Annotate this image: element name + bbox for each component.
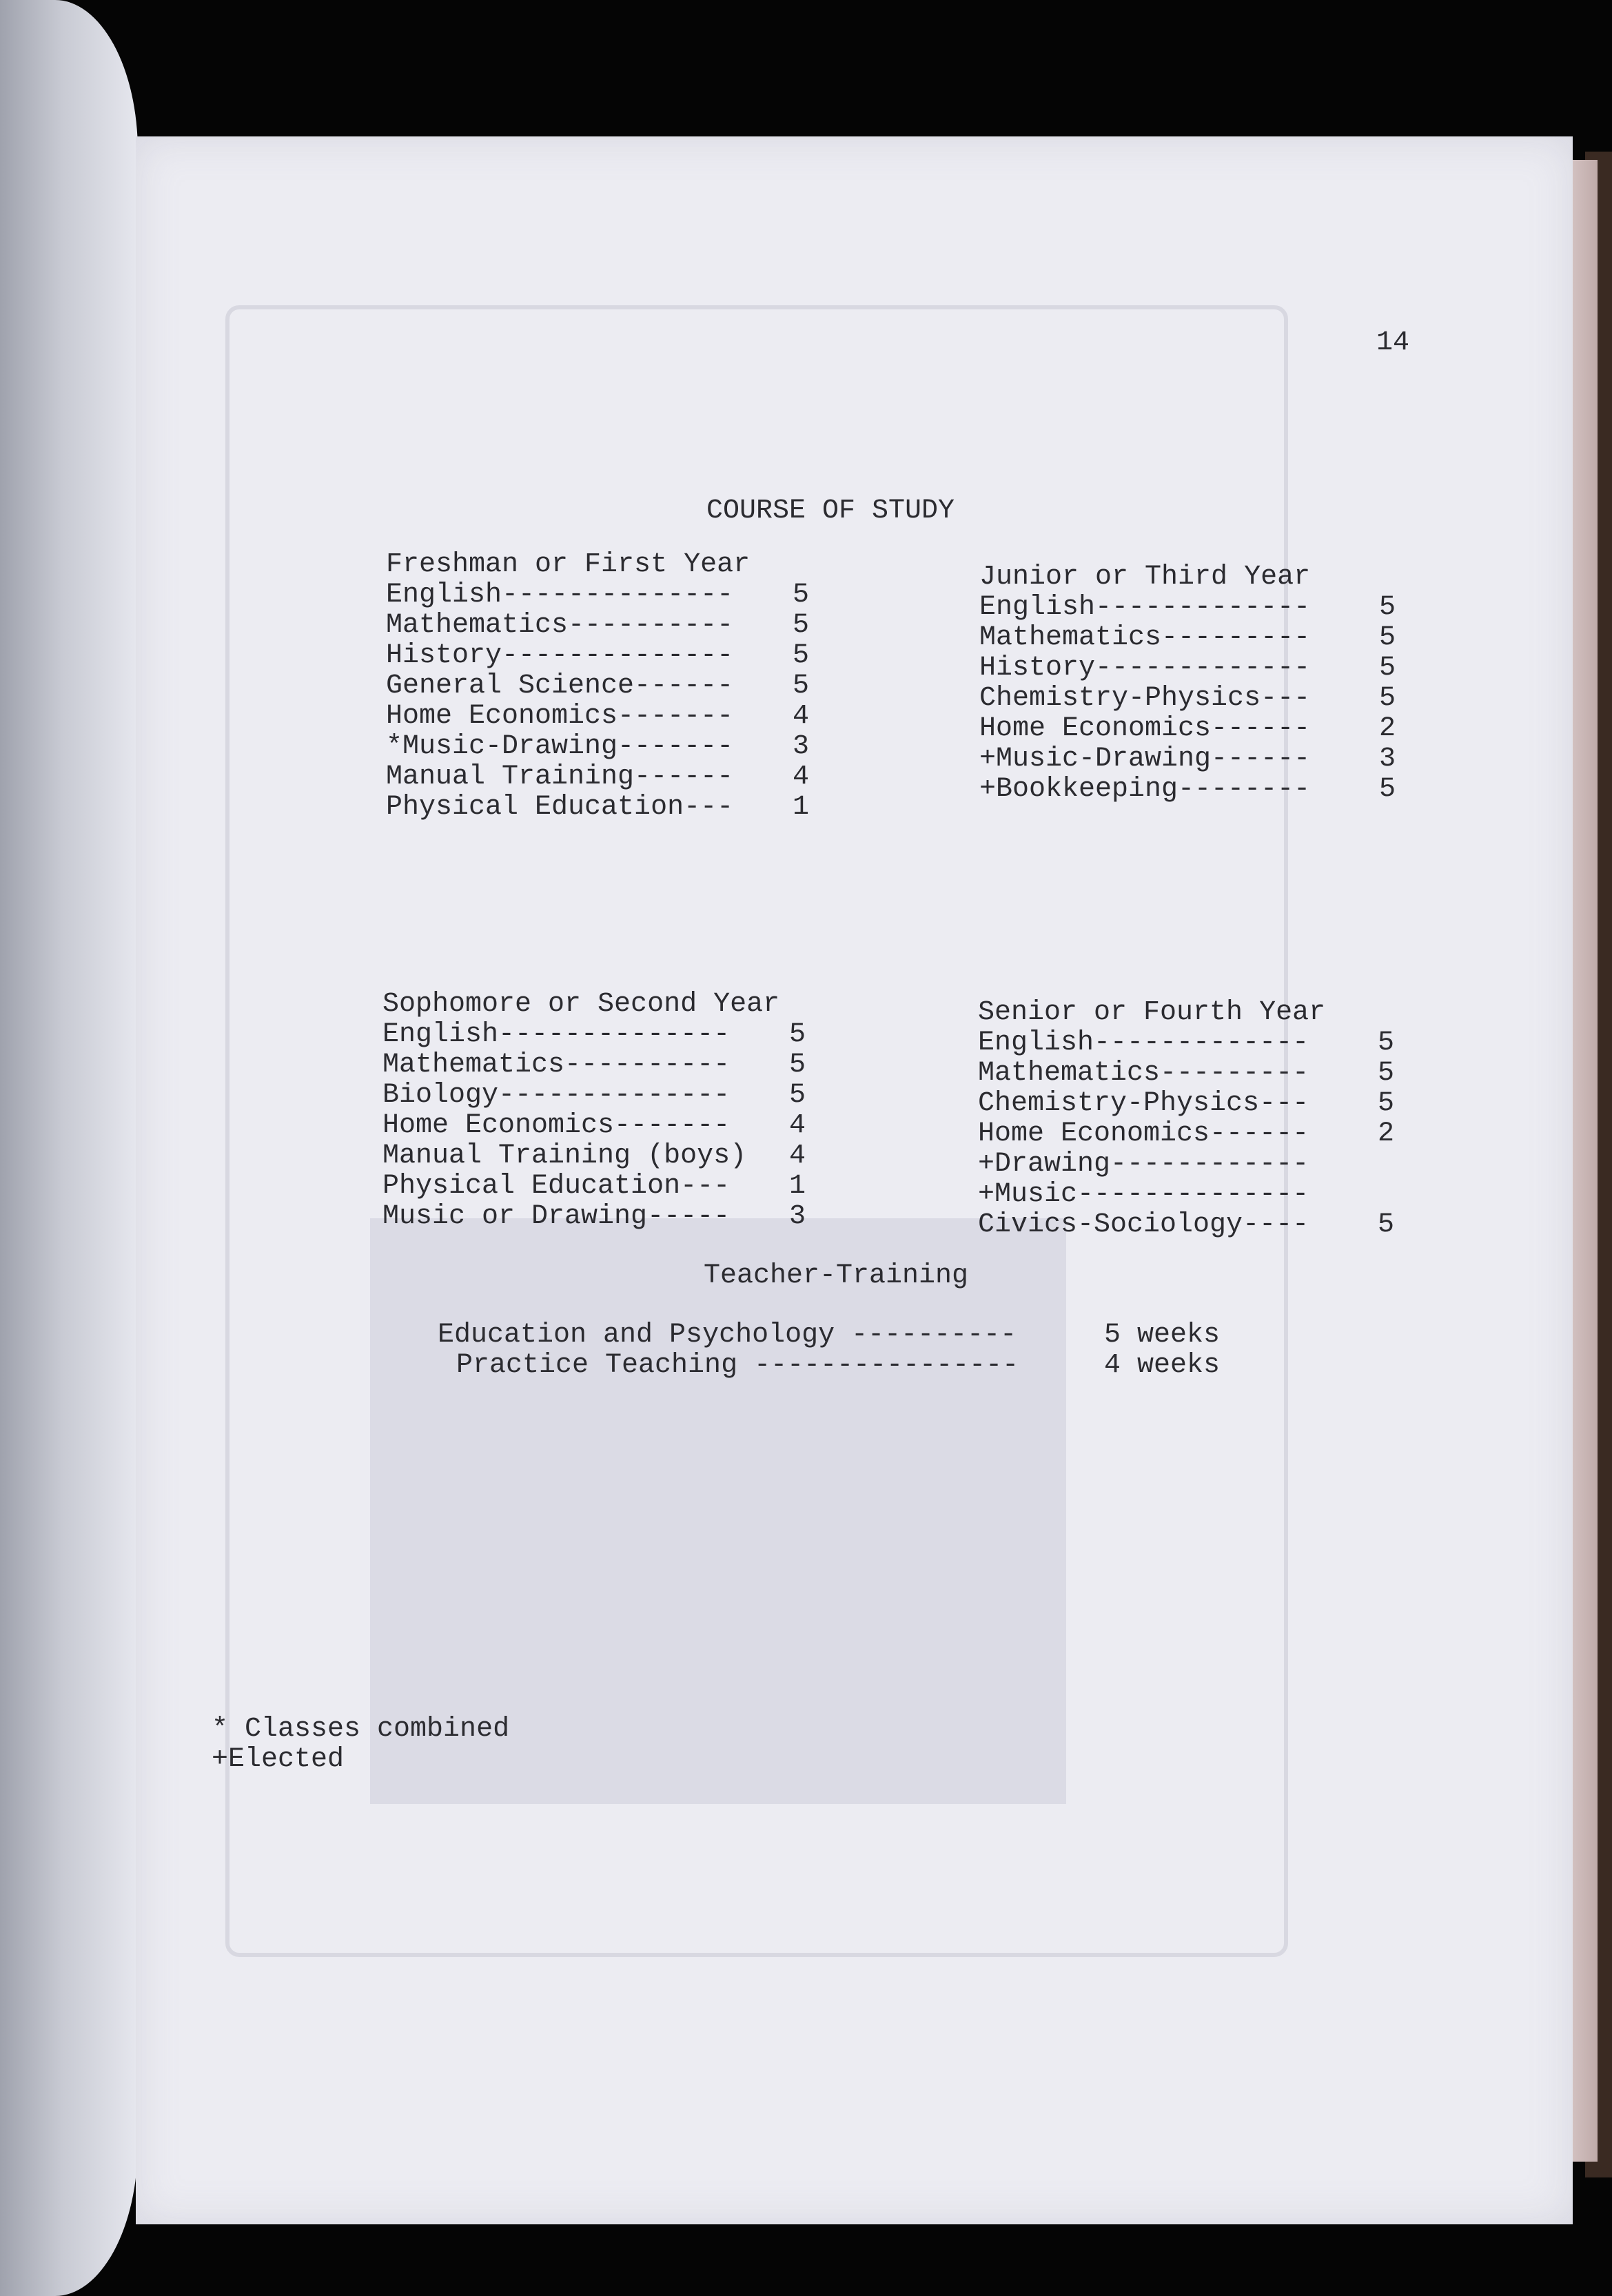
subject-name: English--------------	[382, 1019, 731, 1050]
subject-name: Home Economics-------	[386, 701, 734, 732]
subject-row	[978, 1119, 1394, 1149]
subject-name: Physical Education---	[382, 1171, 731, 1202]
subject-name: Mathematics---------	[979, 622, 1311, 653]
subject-row	[386, 641, 809, 671]
subject-value: 3	[1379, 744, 1396, 775]
subject-value: 5	[1379, 653, 1396, 684]
subject-row	[382, 1050, 806, 1080]
subject-name: General Science------	[386, 670, 734, 701]
subject-row	[979, 775, 1396, 805]
subject-value: 5	[1379, 683, 1396, 714]
subject-row	[386, 580, 809, 611]
subject-row	[382, 1020, 806, 1050]
training-duration: 5 weeks	[1104, 1320, 1221, 1351]
teacher-training-heading: Teacher-Training	[704, 1260, 969, 1291]
subject-row	[386, 732, 809, 762]
subject-value: 5	[793, 640, 810, 671]
subject-value: 5	[1378, 1088, 1395, 1119]
subject-name: +Music--------------	[978, 1179, 1309, 1210]
subject-value: 4	[789, 1140, 806, 1171]
year-heading: Senior or Fourth Year	[978, 997, 1326, 1028]
subject-row	[386, 671, 809, 701]
subject-row	[978, 1028, 1394, 1058]
subject-value: 5	[1378, 1027, 1395, 1058]
training-duration: 4 weeks	[1104, 1350, 1221, 1381]
subject-value: 4	[789, 1110, 806, 1141]
subject-name: Chemistry-Physics---	[979, 683, 1311, 714]
subject-name: English-------------	[979, 592, 1311, 623]
teacher-training-list	[438, 1320, 1220, 1381]
subject-name: History-------------	[979, 653, 1311, 684]
page-number: 14	[1376, 327, 1410, 358]
subject-value: 1	[793, 792, 810, 823]
subject-value: 4	[793, 701, 810, 732]
subject-value: 5	[1379, 774, 1396, 805]
year-freshman	[386, 550, 809, 823]
subject-name: Mathematics----------	[382, 1049, 731, 1080]
subject-value: 3	[789, 1201, 806, 1232]
document-page	[136, 136, 1573, 2224]
subject-row	[978, 1210, 1394, 1240]
subject-row	[978, 1058, 1394, 1089]
subject-name: Manual Training (boys)	[382, 1140, 747, 1171]
subject-list	[979, 593, 1396, 805]
subject-value: 5	[789, 1019, 806, 1050]
subject-row	[382, 1141, 806, 1171]
subject-name: Chemistry-Physics---	[978, 1088, 1309, 1119]
subject-row	[386, 792, 809, 823]
subject-name: English-------------	[978, 1027, 1309, 1058]
subject-name: Home Economics------	[978, 1118, 1309, 1149]
subject-row	[978, 1149, 1394, 1180]
subject-name: English--------------	[386, 580, 734, 611]
year-junior	[979, 562, 1396, 805]
subject-name: Physical Education---	[386, 792, 734, 823]
subject-name: *Music-Drawing-------	[386, 731, 734, 762]
subject-name: Music or Drawing-----	[382, 1201, 731, 1232]
training-row	[438, 1320, 1220, 1351]
subject-name: Home Economics-------	[382, 1110, 731, 1141]
subject-value: 5	[1379, 592, 1396, 623]
subject-name: History--------------	[386, 640, 734, 671]
subject-value: 5	[1378, 1058, 1395, 1089]
subject-list	[382, 1020, 806, 1232]
subject-value: 5	[789, 1080, 806, 1111]
subject-row	[978, 1089, 1394, 1119]
footnote-elected: +Elected	[212, 1744, 345, 1775]
subject-value: 4	[793, 761, 810, 792]
subject-row	[382, 1202, 806, 1232]
subject-value: 5	[1379, 622, 1396, 653]
subject-row	[979, 653, 1396, 684]
subject-row	[382, 1111, 806, 1141]
subject-row	[386, 611, 809, 641]
subject-value: 1	[789, 1171, 806, 1202]
training-name: Education and Psychology ----------	[438, 1320, 1017, 1351]
subject-name: Manual Training------	[386, 761, 734, 792]
year-heading: Freshman or First Year	[386, 549, 751, 580]
subject-row	[386, 762, 809, 792]
subject-name: Home Economics------	[979, 713, 1311, 744]
subject-row	[979, 744, 1396, 775]
subject-value: 2	[1378, 1118, 1395, 1149]
subject-name: Civics-Sociology----	[978, 1209, 1309, 1240]
page-title: COURSE OF STUDY	[706, 495, 955, 526]
subject-row	[382, 1080, 806, 1111]
year-heading: Sophomore or Second Year	[382, 989, 780, 1020]
year-heading: Junior or Third Year	[979, 562, 1311, 593]
footnotes	[212, 1714, 509, 1775]
subject-row	[978, 1180, 1394, 1210]
subject-name: Mathematics---------	[978, 1058, 1309, 1089]
subject-value: 5	[789, 1049, 806, 1080]
subject-value: 5	[793, 610, 810, 641]
subject-row	[382, 1171, 806, 1202]
subject-list	[386, 580, 809, 823]
subject-name: +Drawing------------	[978, 1149, 1309, 1180]
subject-value: 5	[793, 670, 810, 701]
subject-value: 3	[793, 731, 810, 762]
subject-name: +Music-Drawing------	[979, 744, 1311, 775]
subject-name: +Bookkeeping--------	[979, 774, 1311, 805]
subject-row	[979, 623, 1396, 653]
subject-value: 5	[793, 580, 810, 611]
training-row	[438, 1351, 1220, 1381]
training-name: Practice Teaching ----------------	[456, 1350, 1019, 1381]
subject-row	[979, 714, 1396, 744]
subject-name: Biology--------------	[382, 1080, 731, 1111]
year-sophomore	[382, 990, 806, 1232]
subject-row	[979, 593, 1396, 623]
subject-list	[978, 1028, 1394, 1240]
facing-page-curl	[0, 0, 138, 2296]
year-senior	[978, 998, 1394, 1240]
subject-name: Mathematics----------	[386, 610, 734, 641]
subject-value: 2	[1379, 713, 1396, 744]
subject-row	[386, 701, 809, 732]
subject-value: 5	[1378, 1209, 1395, 1240]
subject-row	[979, 684, 1396, 714]
footnote-combined: * Classes combined	[212, 1714, 510, 1745]
